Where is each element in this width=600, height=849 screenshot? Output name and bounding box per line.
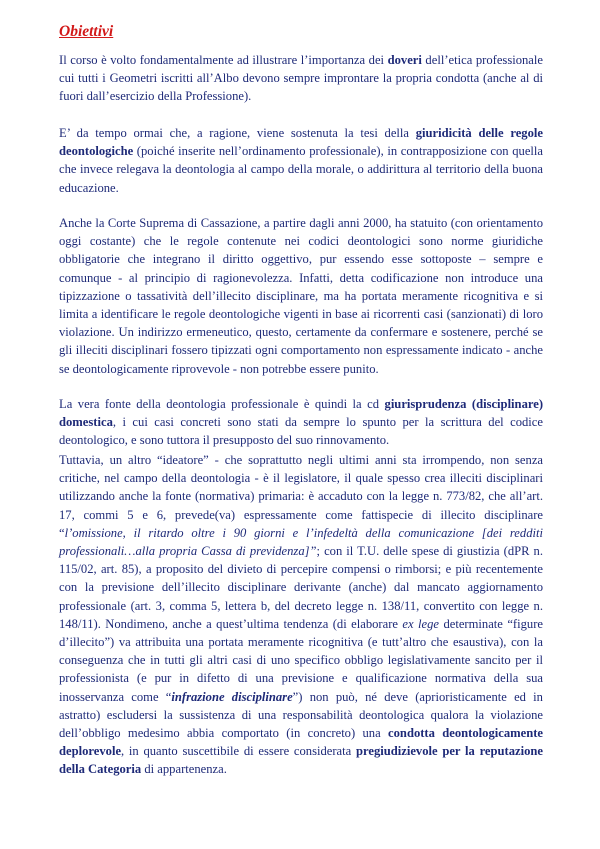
body-text: , i cui casi concreti sono stati da sempre lo spunto per la scrittura del codice deontologico, e sono tuttora il presupposto del suo rinnovamento.: [59, 415, 543, 448]
body-text: La vera fonte della deontologia professionale è quindi la cd: [59, 397, 385, 411]
section-heading: Obiettivi: [59, 23, 114, 40]
body-text: Anche la Corte Suprema di Cassazione, a partire dagli anni 2000, ha statuito (con orientamento oggi costante) che le regole contenute nei codici deontologici sono norme giuridiche obbligatorie che integrano il diritto oggettivo, pur essendo esse sottoposte – sempre e comunque - al principio di ragionevolezza. Infatti, detta codificazione non introduce una tipizzazione o tassatività dell’illecito disciplinare, ma ha portata meramente ricognitiva e si limita a identificare le regole deontologiche vigenti in base ai ricorrenti casi (sanzionati) di loro violazione. Un indirizzo ermeneutico, questo, certamente da confermare e sostenere, perché se gli illeciti disciplinari fossero tipizzati ogni comportamento non espressamente indicato - anche se deontologicamente riprovevole - non potrebbe essere punito.: [59, 216, 543, 376]
emphasis-text: pregiudizievole per la reputazione della Categoria: [59, 744, 543, 777]
italic-text: ex lege: [402, 616, 440, 631]
emphasis-text: condotta deontologicamente deplorevole: [59, 726, 543, 759]
italic-text: l’omissione, il ritardo oltre i 90 giorni e l’infedeltà della comunicazione [dei redditi professionali…alla propria Cassa di previdenza]”: [59, 525, 543, 559]
body-text: determinate “figure d’illecito”) va attribuita una portata meramente ricognitiva (e tutt’altro che esaustiva), con la conseguenza che in tutti gli altri casi di uno specifico obbligo legislativamente sancito per il professionista (e pur in difetto di una previsione e qualificazione normativa della sua inosservanza come “: [59, 616, 543, 704]
paragraph-cassazione: [59, 214, 543, 378]
body-text: (poiché inserite nell’ordinamento professionale), in contrapposizione con quella che invece relegava la deontologia al campo della morale, o addirittura al territorio della buona educazione.: [59, 144, 543, 195]
body-text: E’ da tempo ormai che, a ragione, viene sostenuta la tesi della: [59, 126, 416, 140]
emphasis-text: infrazione disciplinare: [171, 689, 293, 704]
body-text: Il corso è volto fondamentalmente ad illustrare l’importanza dei: [59, 53, 388, 67]
body-text: Tuttavia, un altro “ideatore” - che soprattutto negli ultimi anni sta irrompendo, non senza critiche, nel campo della deontologia - è il legislatore, il quale spesso crea illeciti disciplinari utilizzando anche la fonte (normativa) primaria: è accaduto con la legge n. 773/82, che all’art. 17, commi 5 e 6, prevede(va) espressamente come fattispecie di illecito disciplinare “: [59, 453, 543, 540]
emphasis-text: giuridicità delle regole deontologiche: [59, 126, 543, 159]
body-text: ”) non può, né deve (aprioristicamente ed in astratto) escludersi la sussistenza di una responsabilità deontologica qualora la violazione dell’obbligo medesimo abbia comportato (in concreto) una: [59, 689, 543, 741]
paragraph-intro: [59, 51, 543, 106]
emphasis-text: doveri: [387, 53, 422, 67]
paragraph-legislatore: [59, 451, 543, 779]
body-text: ; con il T.U. delle spese di giustizia (dPR n. 115/02, art. 85), a proposito del divieto di percepire compensi o rimborsi; e più recentemente con la previsione dell’illecito disciplinare derivante (anche) dal mancato aggiornamento professionale (art. 3, comma 5, lettera b, del decreto legge n. 138/11, convertito con legge n. 148/11). Nondimeno, anche a quest’ultima tendenza (di elaborare: [59, 544, 544, 631]
body-text: , in quanto suscettibile di essere considerata: [121, 744, 356, 759]
paragraph-fonte: [59, 395, 543, 450]
paragraph-giuridicita: [59, 124, 543, 197]
body-text: dell’etica professionale cui tutti i Geometri iscritti all’Albo devono sempre improntare la propria condotta (anche al di fuori dall’esercizio della Professione).: [59, 53, 543, 104]
emphasis-text: giurisprudenza (disciplinare) domestica: [59, 397, 544, 430]
body-text: di appartenenza.: [141, 762, 227, 777]
